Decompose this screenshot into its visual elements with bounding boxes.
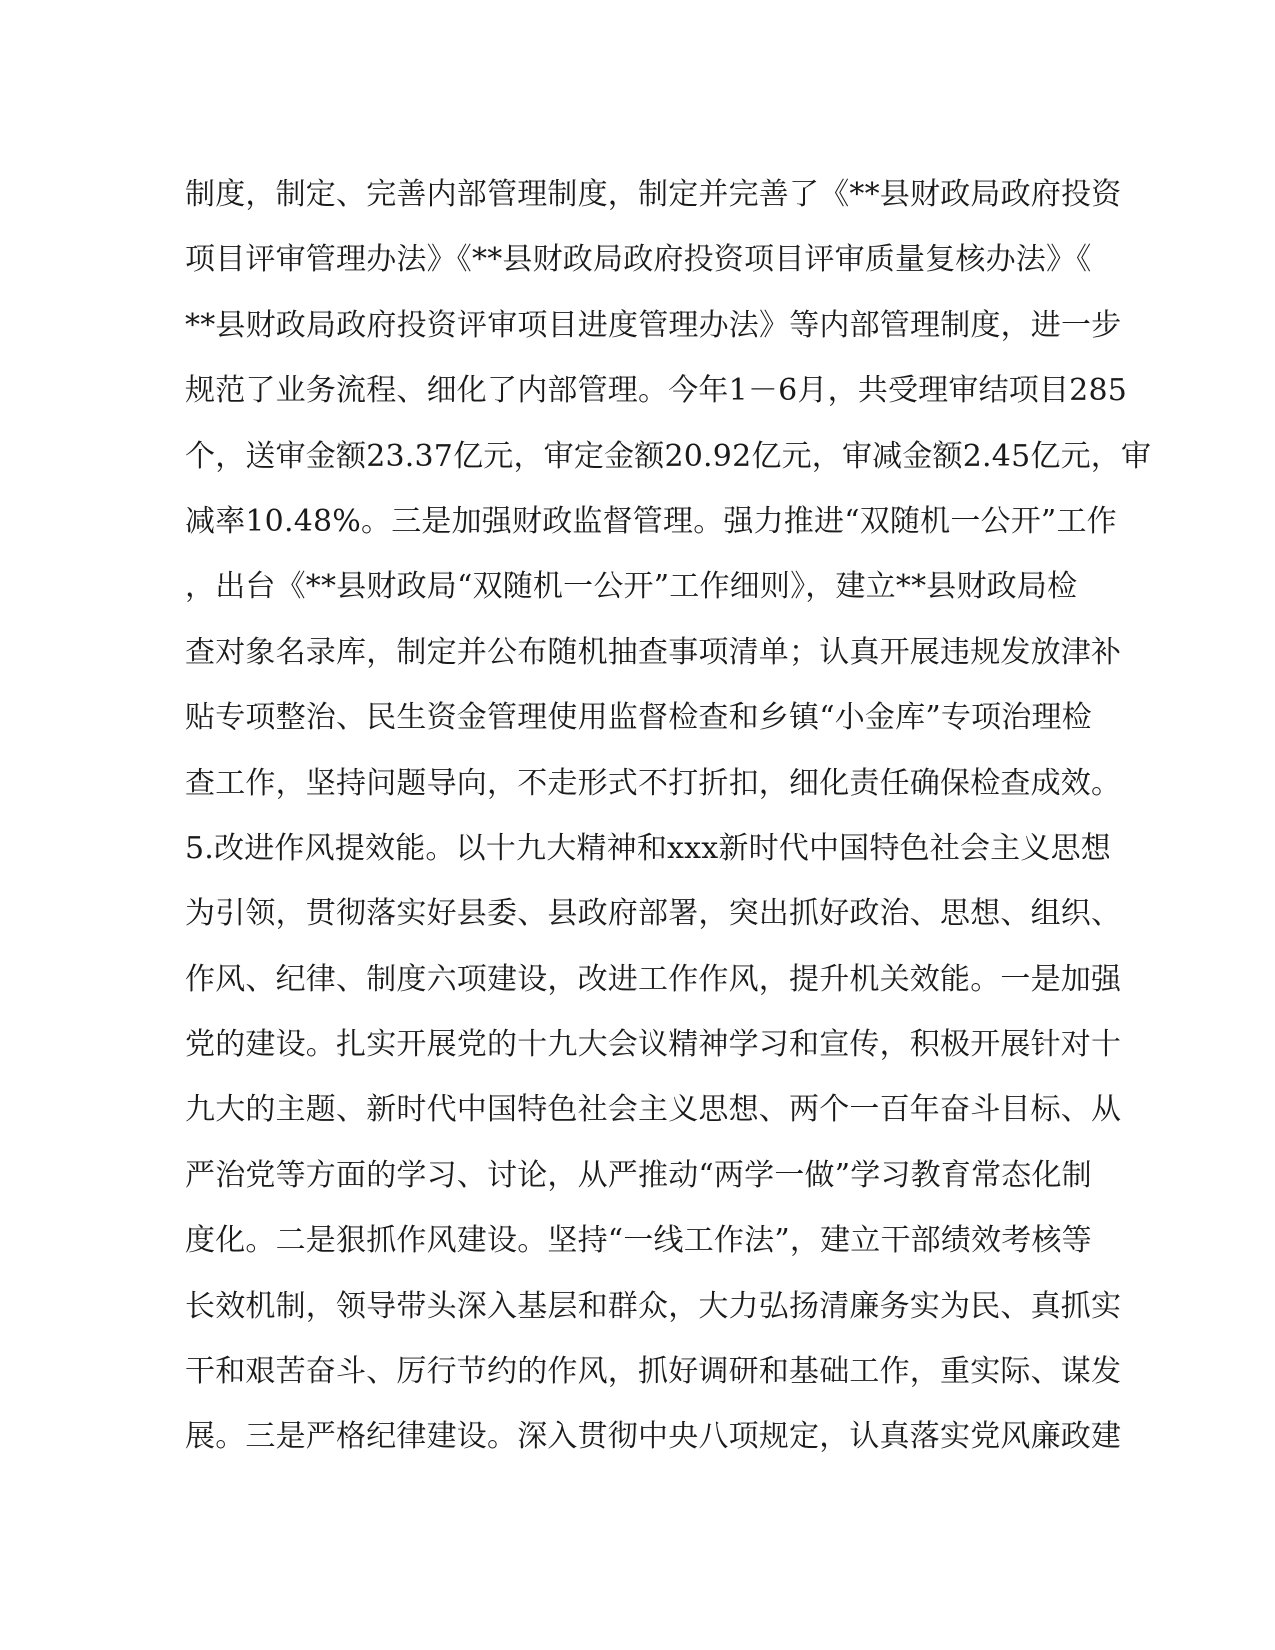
body-text <box>185 162 1152 1470</box>
text-line: 减率10.48%。三是加强财政监督管理。强力推进“双随机一公开”工作 <box>185 503 1117 539</box>
text-line: 九大的主题、新时代中国特色社会主义思想、两个一百年奋斗目标、从 <box>185 1092 1122 1128</box>
text-line: 度化。二是狠抓作风建设。坚持“一线工作法”，建立干部绩效考核等 <box>185 1223 1092 1259</box>
text-line: 项目评审管理办法》《**县财政局政府投资项目评审质量复核办法》《 <box>185 242 1092 278</box>
section-heading-line: 5.改进作风提效能。以十九大精神和xxx新时代中国特色社会主义思想 <box>185 830 1111 866</box>
text-line: 严治党等方面的学习、讨论，从严推动“两学一做”学习教育常态化制 <box>185 1157 1092 1193</box>
text-line: 规范了业务流程、细化了内部管理。今年1－6月，共受理审结项目285 <box>185 373 1128 409</box>
text-line: 贴专项整治、民生资金管理使用监督检查和乡镇“小金库”专项治理检 <box>185 700 1092 736</box>
text-line: **县财政局政府投资评审项目进度管理办法》等内部管理制度，进一步 <box>185 307 1122 343</box>
text-line: 为引领，贯彻落实好县委、县政府部署，突出抓好政治、思想、组织、 <box>185 896 1122 932</box>
text-line: 党的建设。扎实开展党的十九大会议精神学习和宣传，积极开展针对十 <box>185 1027 1122 1063</box>
text-line: 制度，制定、完善内部管理制度，制定并完善了《**县财政局政府投资 <box>185 177 1122 212</box>
text-line: 查对象名录库，制定并公布随机抽查事项清单；认真开展违规发放津补 <box>185 634 1122 670</box>
text-line: 长效机制，领导带头深入基层和群众，大力弘扬清廉务实为民、真抓实 <box>185 1288 1122 1324</box>
text-line: 作风、纪律、制度六项建设，改进工作作风，提升机关效能。一是加强 <box>185 961 1122 997</box>
text-line: 展。三是严格纪律建设。深入贯彻中央八项规定，认真落实党风廉政建 <box>185 1419 1122 1455</box>
text-line: 查工作，坚持问题导向，不走形式不打折扣，细化责任确保检查成效。 <box>185 765 1122 801</box>
text-line: ，出台《**县财政局“双随机一公开”工作细则》，建立**县财政局检 <box>185 569 1078 605</box>
text-line: 个，送审金额23.37亿元，审定金额20.92亿元，审减金额2.45亿元，审 <box>185 438 1152 474</box>
text-line: 干和艰苦奋斗、厉行节约的作风，抓好调研和基础工作，重实际、谋发 <box>185 1354 1122 1390</box>
